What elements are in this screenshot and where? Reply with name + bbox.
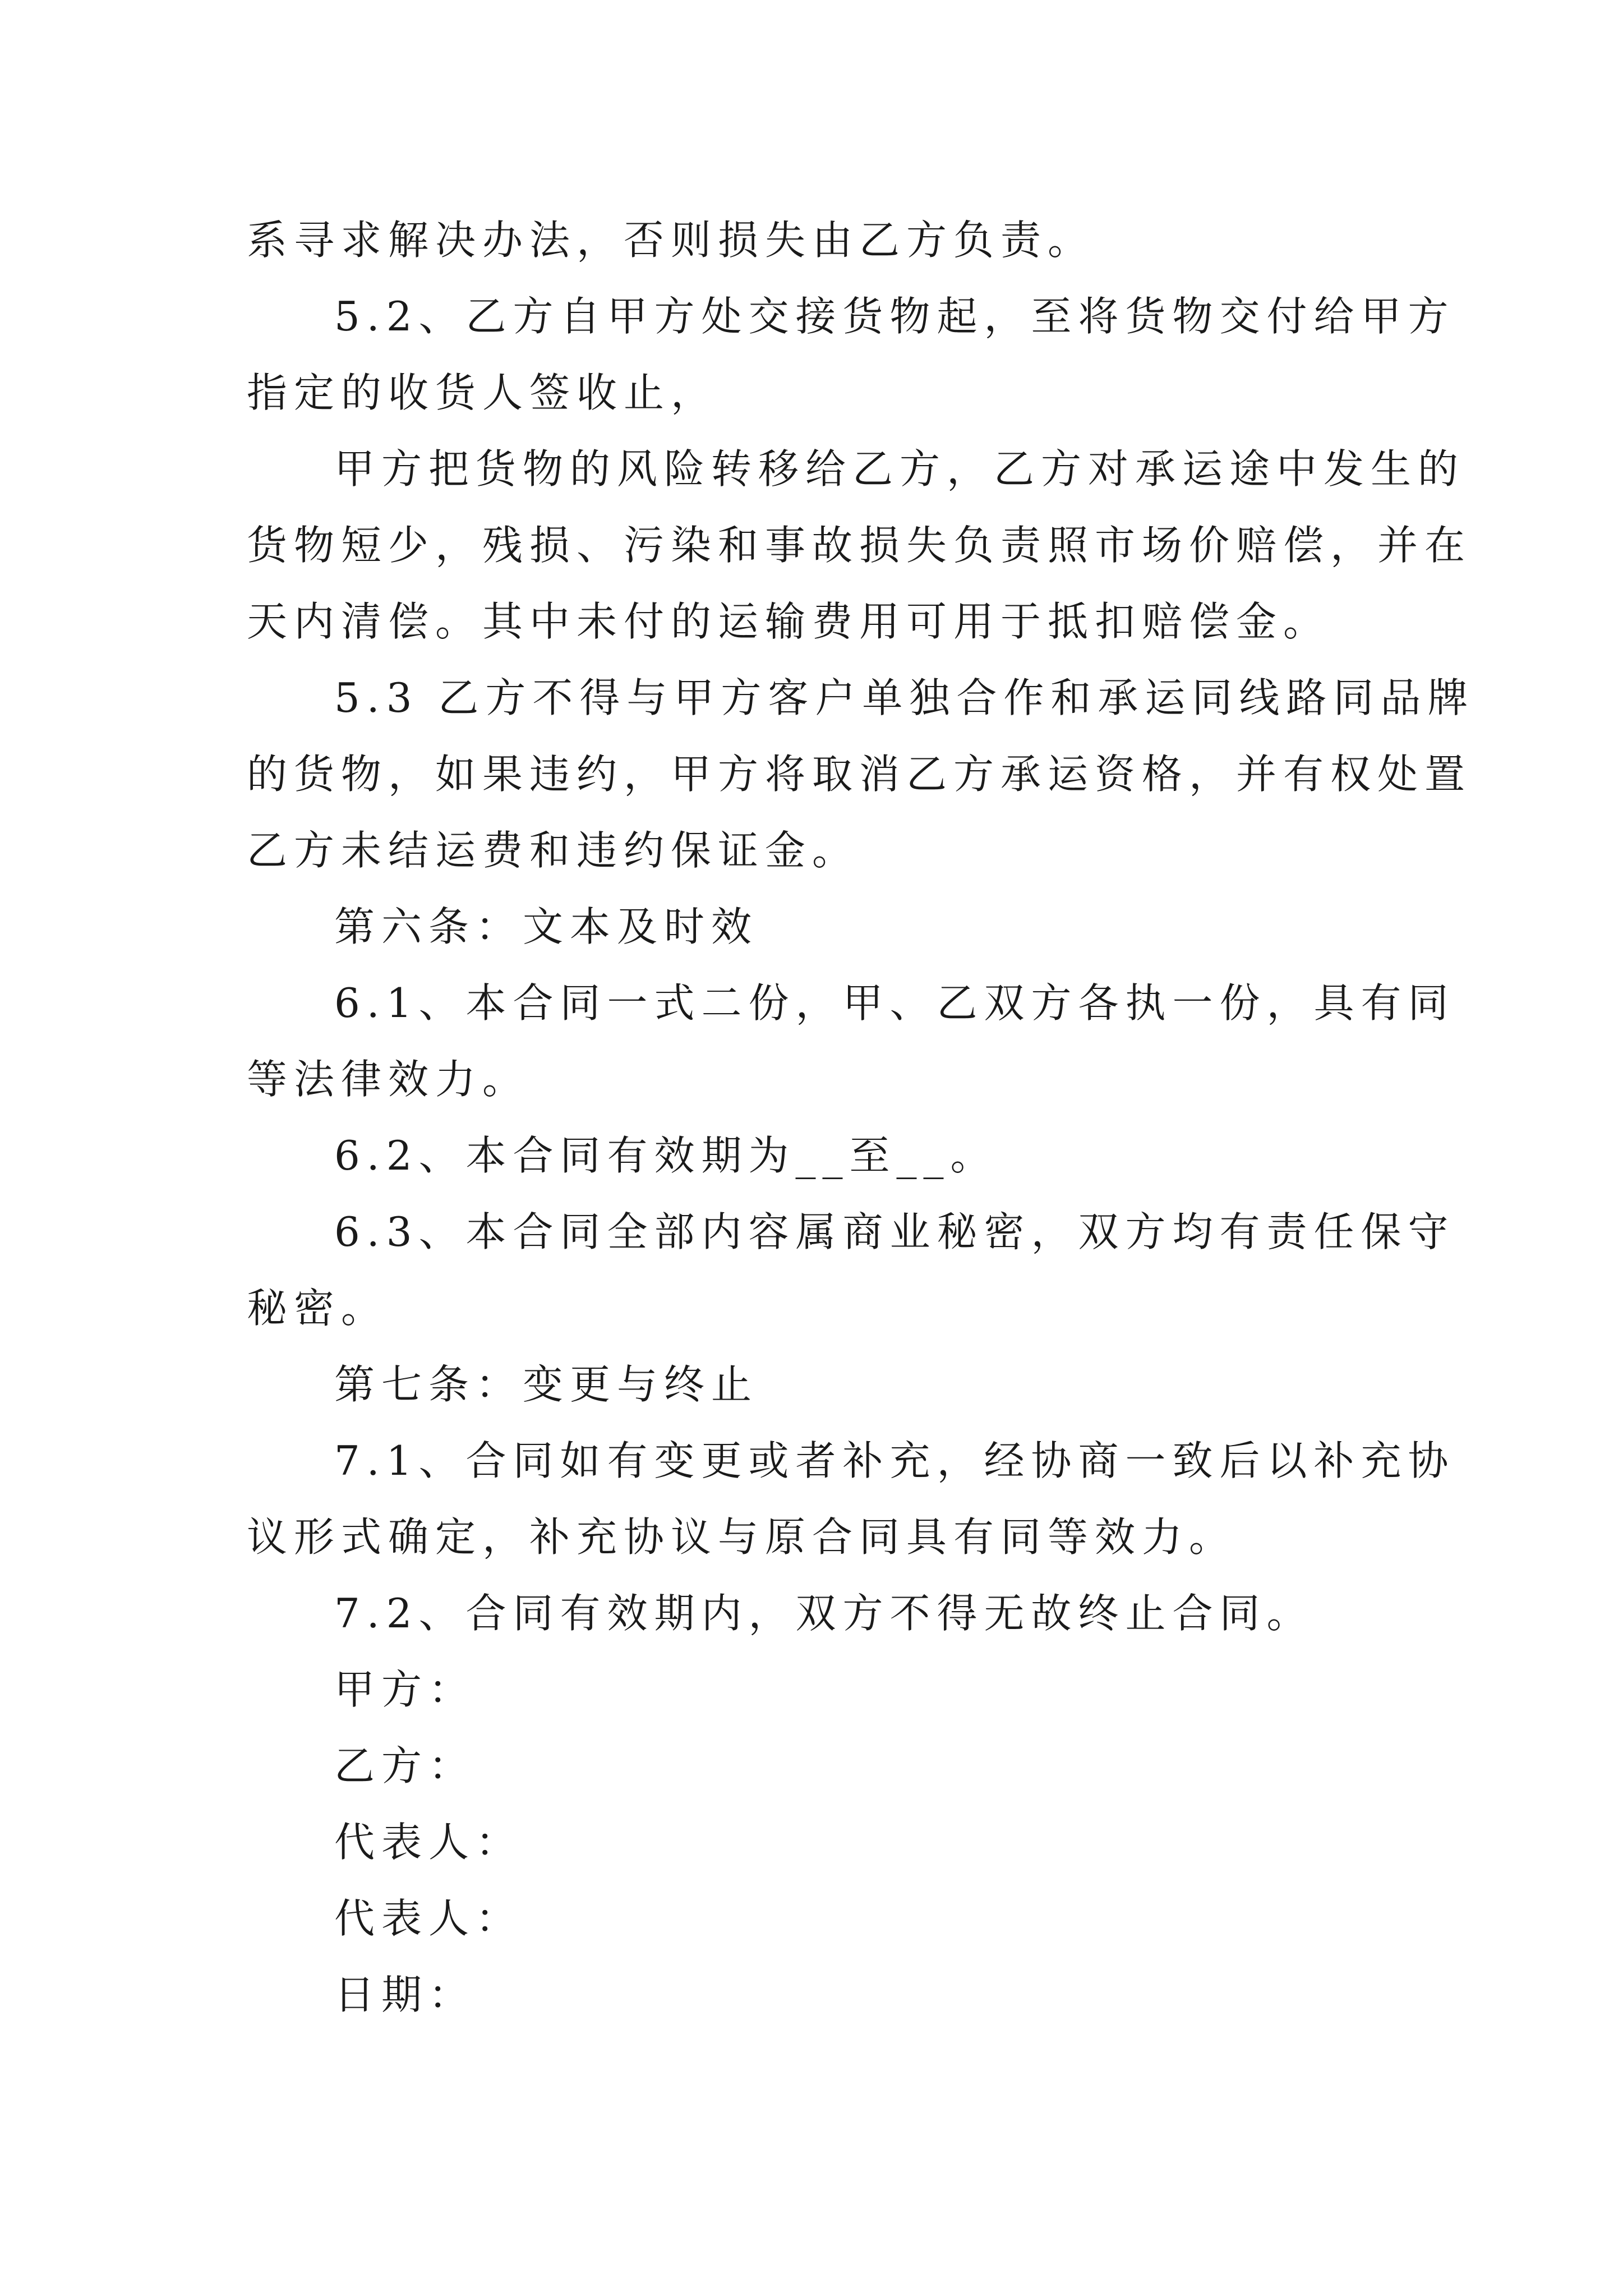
text-line: 6.3、本合同全部内容属商业秘密，双方均有责任保守 xyxy=(334,1208,1455,1255)
text-line: 7.1、合同如有变更或者补充，经协商一致后以补充协 xyxy=(334,1437,1455,1484)
text-line: 天内清偿。其中未付的运输费用可用于抵扣赔偿金。 xyxy=(247,598,1331,645)
text-line: 等法律效力。 xyxy=(247,1056,530,1103)
text-line: 甲方把货物的风险转移给乙方，乙方对承运途中发生的 xyxy=(334,445,1465,493)
signature-field-representative: 代表人： xyxy=(334,1895,523,1942)
text-line: 7.2、合同有效期内，双方不得无故终止合同。 xyxy=(334,1590,1314,1637)
text-line: 5.2、乙方自甲方处交接货物起，至将货物交付给甲方 xyxy=(334,293,1455,340)
text-line: 乙方未结运费和违约保证金。 xyxy=(247,827,860,874)
signature-field-party-a: 甲方： xyxy=(334,1666,476,1713)
text-line: 5.3 乙方不得与甲方客户单独合作和承运同线路同品牌 xyxy=(334,674,1475,721)
text-line: 6.2、本合同有效期为__至__。 xyxy=(334,1132,998,1179)
text-line: 6.1、本合同一式二份，甲、乙双方各执一份，具有同 xyxy=(334,979,1455,1027)
document-page xyxy=(247,202,1475,2033)
text-line: 议形式确定，补充协议与原合同具有同等效力。 xyxy=(247,1513,1237,1561)
text-line: 秘密。 xyxy=(247,1285,389,1332)
text-line: 货物短少，残损、污染和事故损失负责照市场价赔偿，并在 xyxy=(247,522,1472,569)
signature-field-party-b: 乙方： xyxy=(334,1742,476,1789)
text-line: 系寻求解决办法，否则损失由乙方负责。 xyxy=(247,217,1095,264)
signature-field-representative: 代表人： xyxy=(334,1819,523,1866)
section-heading: 第六条：文本及时效 xyxy=(334,903,759,950)
text-line: 指定的收货人签收止， xyxy=(247,369,718,416)
text-line: 的货物，如果违约，甲方将取消乙方承运资格，并有权处置 xyxy=(247,751,1472,798)
section-heading: 第七条：变更与终止 xyxy=(334,1361,759,1408)
signature-field-date: 日期： xyxy=(334,1971,476,2018)
